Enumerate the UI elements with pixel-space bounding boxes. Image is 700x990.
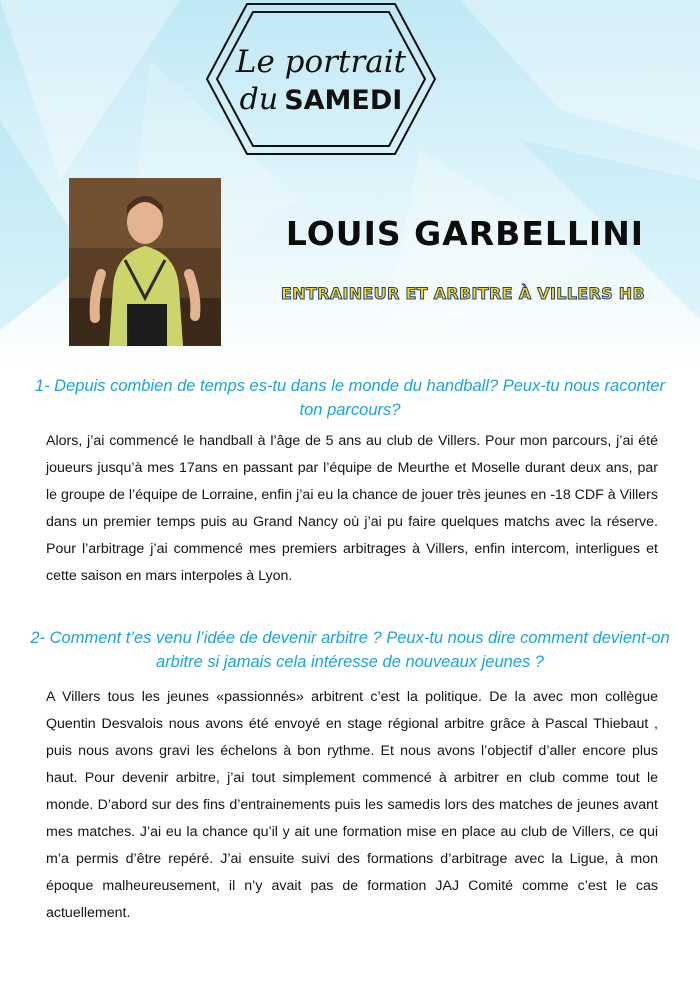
profile-photo xyxy=(69,178,221,346)
badge-title-line2 xyxy=(203,82,439,117)
question-1: 1- Depuis combien de temps es-tu dans le monde du handball? Peux-tu nous raconter ton parcours? xyxy=(34,377,666,419)
answer-2: A Villers tous les jeunes «passionnés» arbitrent c’est la politique. De la avec mon collègue Quentin Desvalois nous avons été envoyé en stage régional arbitre grâce à Pascal Thiebaut , puis nous avons gravi les échelons à bon rythme. Et nous avons l’objectif d’aller encore plus haut. Pour devenir arbitre, j’ai tout simplement commencé à arbitrer en club comme tout le monde. D’abord sur des fins d’entrainements puis les samedis lors des matches de jeunes avant mes matches. J’ai eu la chance qu’il y ait une formation mise en place au club de Villers, ce qui m’a permis d’être repéré. J’ai ensuite suivi des formations d’arbitrage avec la Ligue, à mon époque malheureusement, il n’y avait pas de formation JAJ Comité comme c’est le cas actuellement. xyxy=(46,689,658,921)
person-name: LOUIS GARBELLINI xyxy=(285,214,645,253)
portrait-badge xyxy=(203,0,439,158)
question-2: 2- Comment t’es venu l’idée de devenir arbitre ? Peux-tu nous dire comment devient-on arbitre si jamais cela intéresse de nouveaux jeunes ? xyxy=(30,629,670,671)
badge-title-line1: Le portrait xyxy=(235,44,407,80)
badge-title-samedi: SAMEDI xyxy=(284,85,403,116)
person-role: ENTRAINEUR ET ARBITRE À VILLERS HB xyxy=(281,284,645,303)
answer-1: Alors, j’ai commencé le handball à l’âge de 5 ans au club de Villers. Pour mon parcours, j’ai été joueurs jusqu’à mes 17ans en passant par l’équipe de Meurthe et Moselle durant deux ans, par le groupe de l’équipe de Lorraine, enfin j’ai eu la chance de jouer très jeunes en -18 CDF à Villers dans un premier temps puis au Grand Nancy où j’ai pu faire quelques matchs avec la réserve. Pour l’arbitrage j’ai commencé mes premiers arbitrages à Villers, enfin intercom, interligues et cette saison en mars interpoles à Lyon. xyxy=(46,433,658,584)
badge-title-du: du xyxy=(239,82,279,117)
person-photo-illustration xyxy=(69,178,221,346)
